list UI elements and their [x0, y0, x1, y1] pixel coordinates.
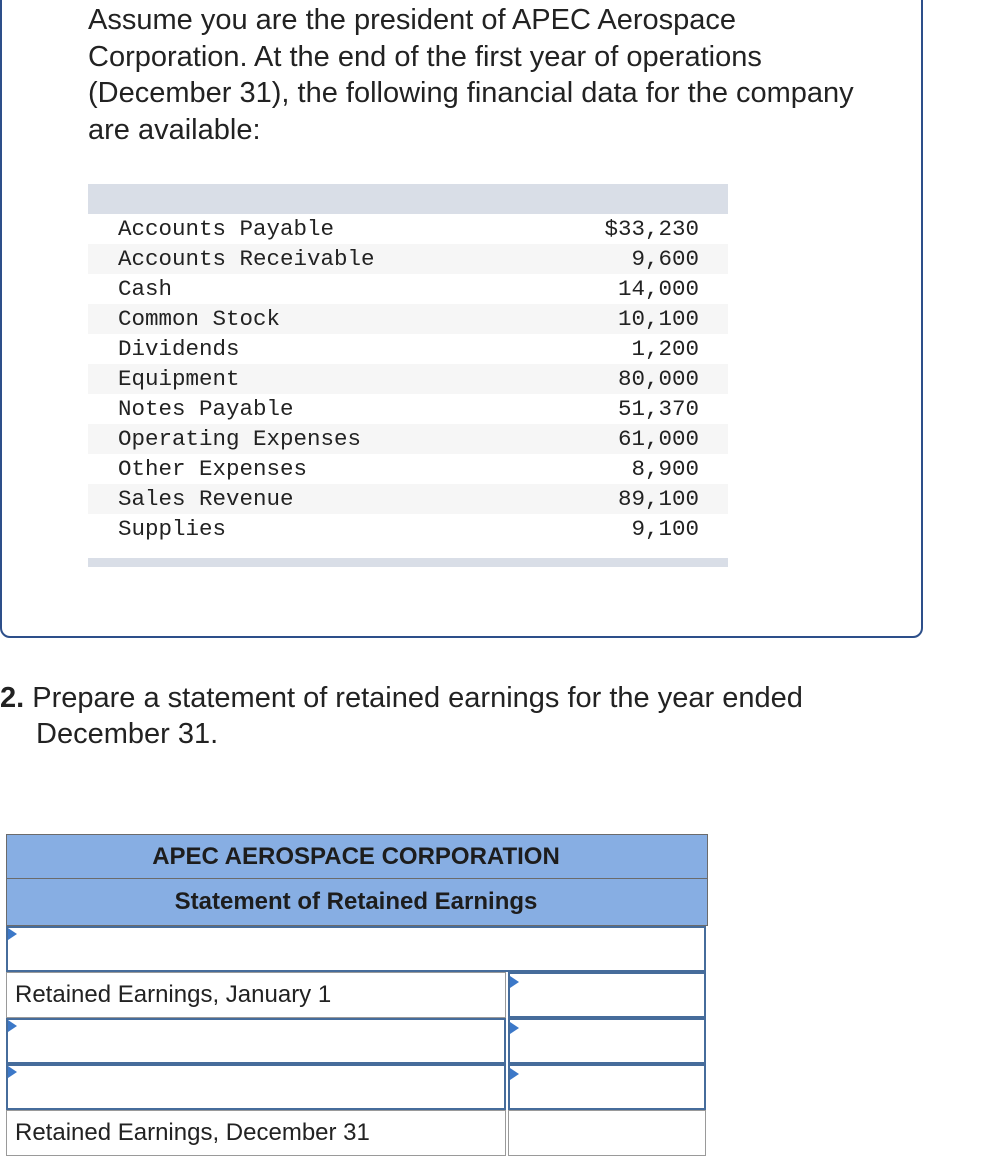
statement-row [6, 1110, 708, 1156]
table-row [88, 304, 728, 334]
account-name: Dividends [118, 336, 240, 362]
dropdown-marker-icon [8, 1020, 17, 1032]
account-name: Sales Revenue [118, 486, 294, 512]
account-amount: 80,000 [617, 366, 699, 392]
statement-title: Statement of Retained Earnings [6, 879, 708, 926]
statement-period-input[interactable] [6, 926, 706, 972]
dropdown-marker-icon [510, 1068, 519, 1080]
account-amount: 10,100 [617, 306, 699, 332]
statement-line-label-input[interactable] [6, 1064, 506, 1110]
question-number: 2. [0, 682, 25, 714]
question-line-1 [0, 680, 920, 716]
retained-earnings-statement [6, 834, 708, 1156]
table-row [88, 454, 728, 484]
table-row [88, 274, 728, 304]
account-name: Operating Expenses [118, 426, 362, 452]
retained-earnings-dec31-label: Retained Earnings, December 31 [6, 1110, 506, 1156]
account-amount: 51,370 [617, 396, 699, 422]
dropdown-marker-icon [8, 928, 17, 940]
statement-line-amount-input[interactable] [508, 1064, 706, 1110]
statement-row [6, 1064, 708, 1110]
statement-row [6, 926, 708, 972]
financial-data-table [88, 184, 728, 544]
account-amount: 9,100 [631, 516, 699, 542]
table-row [88, 334, 728, 364]
dropdown-marker-icon [510, 976, 519, 988]
question-prompt [0, 680, 920, 752]
account-amount: 9,600 [631, 246, 699, 272]
question-line-2: December 31. [36, 718, 219, 750]
table-row [88, 244, 728, 274]
account-name: Supplies [118, 516, 227, 542]
retained-earnings-jan1-amount-input[interactable] [508, 972, 706, 1018]
account-name: Equipment [118, 366, 240, 392]
table-row [88, 514, 728, 544]
retained-earnings-jan1-label: Retained Earnings, January 1 [6, 972, 506, 1018]
retained-earnings-dec31-amount[interactable] [508, 1110, 706, 1156]
account-name: Other Expenses [118, 456, 308, 482]
question-text: Prepare a statement of retained earnings for the year ended [32, 682, 803, 714]
account-name: Notes Payable [118, 396, 294, 422]
statement-company-name: APEC AEROSPACE CORPORATION [6, 834, 708, 879]
account-amount: $33,230 [604, 216, 699, 242]
table-row [88, 214, 728, 244]
table-row [88, 364, 728, 394]
account-name: Accounts Payable [118, 216, 335, 242]
account-name: Common Stock [118, 306, 281, 332]
intro-text: Assume you are the president of APEC Aerospace Corporation. At the end of the first year of operations (December 31), the following financial data for the company are available: [88, 4, 854, 146]
account-amount: 89,100 [617, 486, 699, 512]
table-header-bar [88, 184, 728, 214]
account-name: Cash [118, 276, 173, 302]
table-row [88, 394, 728, 424]
statement-row [6, 1018, 708, 1064]
account-amount: 1,200 [631, 336, 699, 362]
statement-row [6, 972, 708, 1018]
table-footer-bar [88, 558, 728, 567]
dropdown-marker-icon [510, 1022, 519, 1034]
account-amount: 14,000 [617, 276, 699, 302]
account-name: Accounts Receivable [118, 246, 375, 272]
account-amount: 61,000 [617, 426, 699, 452]
table-row [88, 484, 728, 514]
statement-line-amount-input[interactable] [508, 1018, 706, 1064]
dropdown-marker-icon [8, 1066, 17, 1078]
account-amount: 8,900 [631, 456, 699, 482]
table-row [88, 424, 728, 454]
statement-line-label-input[interactable] [6, 1018, 506, 1064]
